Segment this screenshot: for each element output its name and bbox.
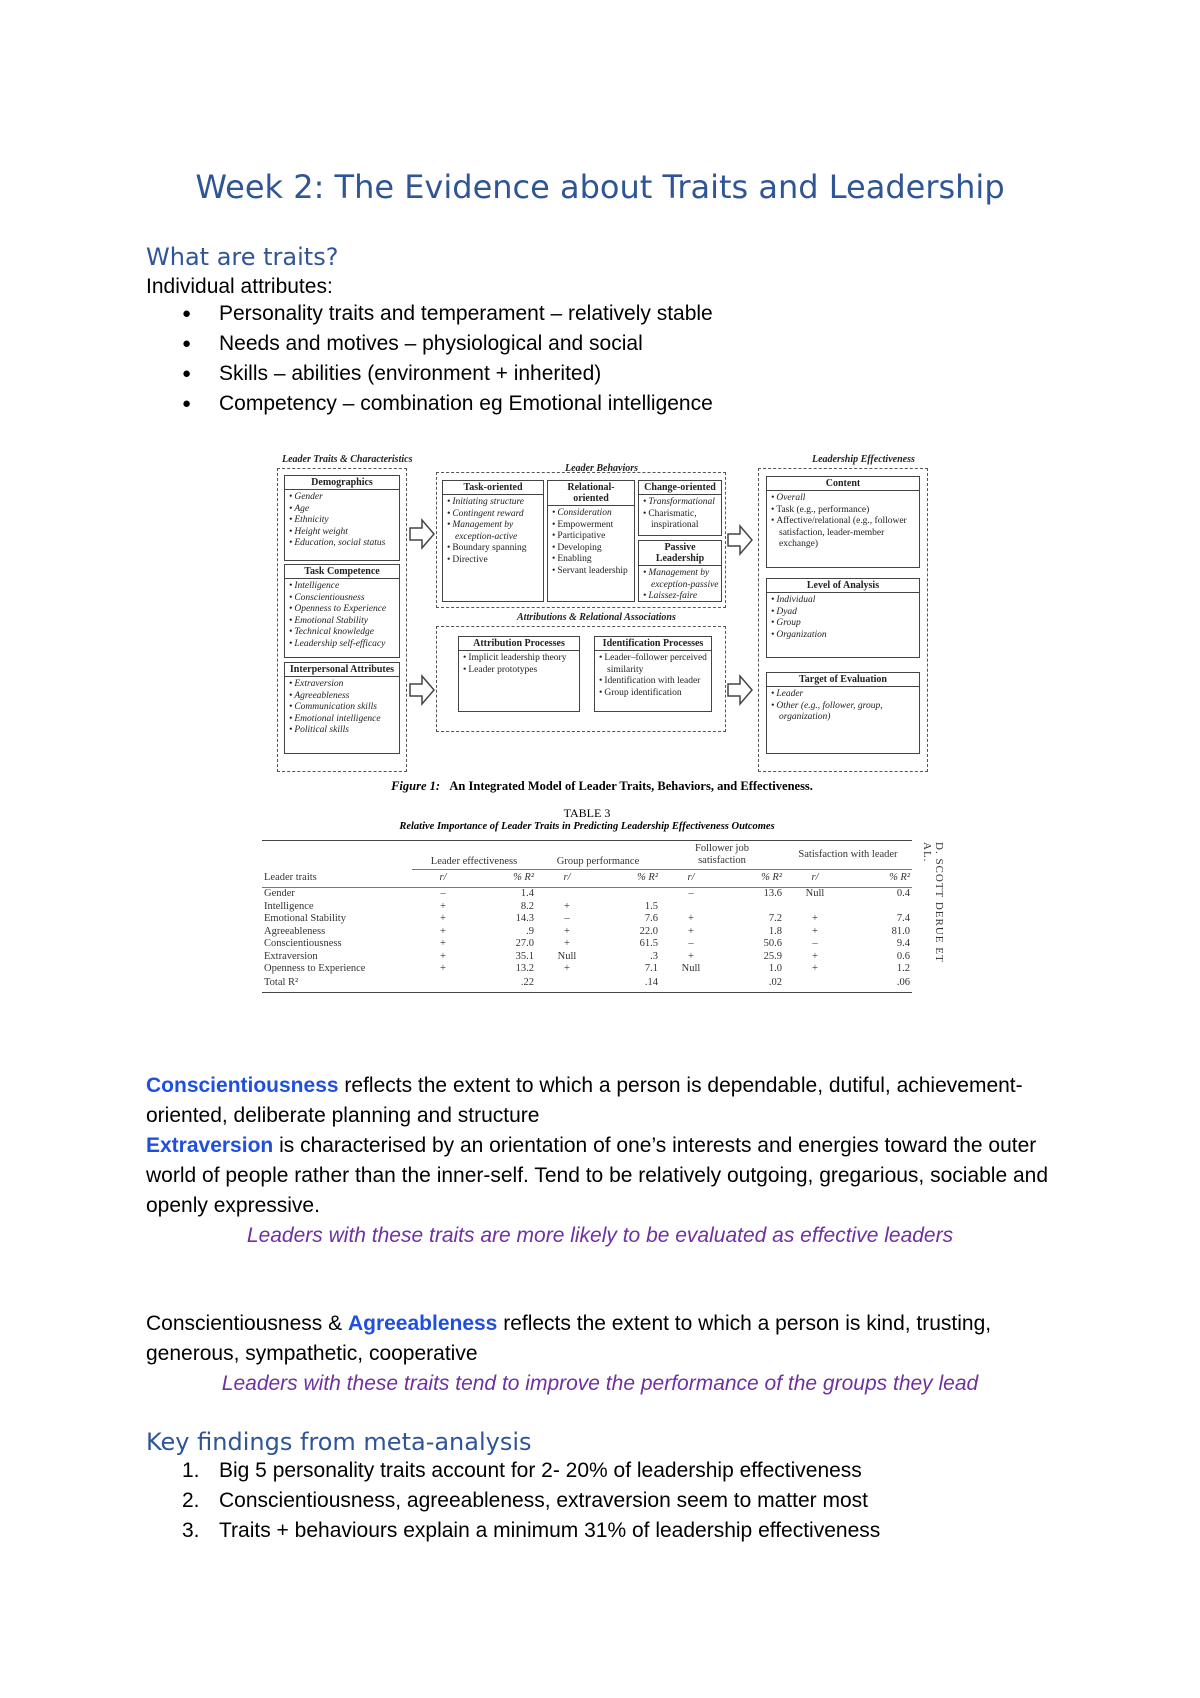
list-item: • Conscientiousness [297,593,399,605]
list-item: • Task (e.g., performance) [779,505,919,517]
table-cell: 1.0 [768,963,782,974]
table-row [262,888,912,901]
heading-key-findings: Key findings from meta-analysis [146,1428,532,1456]
list-item: • Communication skills [297,702,399,714]
table-cell: – [688,938,694,949]
target-of-evaluation-box [766,672,920,754]
table-subheader: r/ [811,872,819,883]
list-item: • Transformational [651,497,721,509]
box-title: Identification Processes [595,637,711,651]
list-item: ● Skills – abilities (environment + inherited) [146,359,713,389]
list-item: • Consideration [560,508,634,520]
box-title: Relational-oriented [548,481,634,506]
demographics-box [284,475,400,561]
keyword: Agreeableness [347,1312,498,1335]
table-cell: + [440,963,446,974]
identification-processes-box [594,636,712,712]
page-title: Week 2: The Evidence about Traits and Leadership [195,168,1005,206]
box-title: Interpersonal Attributes [285,663,399,677]
table-cell-trait: Gender [264,888,295,899]
table-subheader: % R² [889,872,910,883]
list-item: • Servant leadership [560,566,634,578]
box-title: Content [767,477,919,491]
intro-text: Individual attributes: [146,275,333,298]
table-title: Relative Importance of Leader Traits in Predicting Leadership Effectiveness Outcomes [399,821,775,832]
list-item: ● Competency – combination eg Emotional intelligence [146,389,713,419]
list-item: • Dyad [779,607,919,619]
table-cell: 13.2 [515,963,534,974]
paragraph-conscientiousness [146,1071,1066,1131]
list-item: • Management by exception-active [455,520,543,543]
list-item: • Identification with leader [607,676,711,688]
table-cell-trait: Openness to Experience [264,963,366,974]
table-group-header: Follower job satisfaction [660,841,784,869]
table-cell: 25.9 [763,950,782,962]
list-item: • Group [779,618,919,630]
relational-oriented-box [547,480,635,602]
list-text: Conscientiousness, agreeableness, extraversion seem to matter most [219,1489,868,1512]
table-cell: 0.6 [896,950,910,962]
list-text: Big 5 personality traits account for 2- 20% of leadership effectiveness [219,1459,862,1482]
paragraph-text: Conscientiousness & [146,1312,348,1335]
table-total-label: Total R² [264,977,299,989]
figure-col-heading: Attributions & Relational Associations [517,612,676,623]
list-item: • Management by exception-passive [651,568,721,591]
table-cell: 1.4 [520,888,534,899]
list-item: • Enabling [560,554,634,566]
list-number: 3. [182,1519,200,1542]
list-item: • Openness to Experience [297,604,399,616]
box-title: Target of Evaluation [767,673,919,687]
note-effective-leaders: Leaders with these traits are more likely to be evaluated as effective leaders [246,1224,954,1247]
table-cell: Null [805,888,825,899]
table-cell: 50.6 [763,938,782,949]
table-cell: + [564,925,570,937]
list-item: • Education, social status [297,538,399,550]
box-title: Attribution Processes [459,637,579,651]
table-cell: + [812,925,818,937]
list-item: • Emotional Stability [297,616,399,628]
table-cell: 1.2 [896,963,910,974]
table-row [262,963,912,976]
table-cell: – [564,913,570,924]
box-title: Change-oriented [639,481,721,495]
level-of-analysis-box [766,578,920,658]
list-item: • Political skills [297,725,399,737]
table-cell: – [440,888,446,899]
interpersonal-box [284,662,400,754]
passive-leadership-box [638,540,722,602]
table-cell-trait: Intelligence [264,900,314,912]
table-cell: + [564,900,570,912]
table-label: TABLE 3 [563,806,611,820]
list-item: • Contingent reward [455,509,543,521]
arrow-icon [726,522,756,722]
task-oriented-box [442,480,544,602]
table-cell: Null [681,963,701,974]
attribution-processes-box [458,636,580,712]
figure-col-heading: Leader Traits & Characteristics [282,454,413,465]
table-group-header: Satisfaction with leader [784,841,912,869]
list-item [146,1516,880,1546]
table-subheader: r/ [687,872,695,883]
table-cell: 1.8 [768,925,782,937]
table-cell: 1.5 [644,900,658,912]
table-cell: + [688,950,694,962]
table-cell: .9 [526,925,534,937]
paragraph-extraversion [146,1131,1066,1221]
list-item: • Overall [779,493,919,505]
list-item: • Leader–follower perceived similarity [607,653,711,676]
list-item: ● Personality traits and temperament – relatively stable [146,299,713,329]
list-item: • Directive [455,555,543,567]
table-cell: 7.2 [768,913,782,924]
box-title: Task Competence [285,565,399,579]
table-cell: – [812,938,818,949]
table-cell [846,901,912,914]
list-item: • Individual [779,595,919,607]
list-text: Traits + behaviours explain a minimum 31% of leadership effectiveness [219,1519,881,1542]
table-side-label: D. SCOTT DERUE ET AL. [921,842,945,963]
table-cell: 7.1 [644,963,658,974]
figure-col-heading: Leadership Effectiveness [812,454,915,465]
list-item: • Leader [779,689,919,701]
list-item: • Age [297,504,399,516]
table-subheader: % R² [761,872,782,883]
list-number: 1. [182,1459,200,1482]
figure-col-heading: Leader Behaviors [565,463,639,474]
list-item: • Other (e.g., follower, group, organization) [779,701,919,724]
table-cell: 22.0 [639,925,658,937]
list-item: • Initiating structure [455,497,543,509]
list-item: • Participative [560,531,634,543]
paragraph-text: reflects the extent to which a person is kind, trusting, generous, sympathetic, cooperative [146,1312,992,1365]
table-row-header: Leader traits [264,871,317,883]
table-cell: + [440,900,446,912]
table-cell: .02 [768,977,782,989]
list-number: 2. [182,1489,200,1512]
list-item: • Implicit leadership theory [471,653,579,665]
heading-what-are-traits: What are traits? [146,243,339,271]
table-cell: .06 [896,977,910,989]
table-cell: 14.3 [515,913,534,924]
list-item: • Empowerment [560,520,634,532]
leader-traits-model-figure [272,446,932,776]
trait-importance-table [262,840,912,993]
table-cell [784,901,846,914]
table-row [262,913,912,926]
table-cell: .22 [520,977,534,989]
table-subheader: % R² [513,872,534,883]
table-row [262,926,912,939]
table-cell-trait: Agreeableness [264,925,326,937]
table-cell: + [440,950,446,962]
list-item: • Boundary spanning [455,543,543,555]
task-competence-box [284,564,400,658]
list-item: • Organization [779,630,919,642]
table-cell: 8.2 [520,900,534,912]
list-item: • Developing [560,543,634,555]
table-cell: + [564,963,570,974]
table-cell: 81.0 [891,925,910,937]
list-item: • Emotional intelligence [297,714,399,726]
list-item [146,1486,880,1516]
table-group-header: Group performance [536,841,660,869]
table-cell [598,888,660,901]
table-cell: + [440,938,446,949]
table-row [262,901,912,914]
list-item [146,1456,880,1486]
figure-caption-text: An Integrated Model of Leader Traits, Behaviors, and Effectiveness. [449,779,813,793]
table-cell: + [440,925,446,937]
note-group-performance: Leaders with these traits tend to improve the performance of the groups they lead [221,1372,979,1395]
figure-caption-label: Figure 1: [391,779,441,793]
list-item: • Charismatic, inspirational [651,509,721,532]
table-subheader: % R² [637,872,658,883]
list-item: • Height weight [297,527,399,539]
box-title: Level of Analysis [767,579,919,593]
paragraph-agreeableness [146,1309,1066,1369]
table-row [262,951,912,964]
table-cell: 7.4 [896,913,910,924]
table-cell: 13.6 [763,888,782,899]
table-cell: .14 [644,977,658,989]
table-subheader: r/ [439,872,447,883]
arrow-icon [408,516,438,716]
list-item: • Laissez-faire [651,591,721,603]
change-oriented-box [638,480,722,536]
table-cell: 35.1 [515,950,534,962]
table-cell: 9.4 [896,938,910,949]
table-group-header: Leader effectiveness [412,841,536,869]
table-cell [660,901,722,914]
list-item: • Agreeableness [297,691,399,703]
table-cell: 61.5 [639,938,658,949]
table-cell: 7.6 [644,913,658,924]
table-cell [722,901,784,914]
table-cell: 27.0 [515,938,534,949]
table-cell: + [688,925,694,937]
table-cell: + [812,950,818,962]
paragraph-text: is characterised by an orientation of one’s interests and energies toward the outer world of people rather than the inner-self. Tend to be relatively outgoing, gregarious, sociable and openly expressive. [146,1134,1049,1217]
list-item: • Extraversion [297,679,399,691]
list-item: • Technical knowledge [297,627,399,639]
table-subheader: r/ [563,872,571,883]
table-cell: .3 [650,950,658,962]
content-box [766,476,920,568]
list-item: ● Needs and motives – physiological and social [146,329,713,359]
table-cell: + [440,913,446,924]
list-item: • Gender [297,492,399,504]
figure-caption [272,779,932,794]
list-item: • Intelligence [297,581,399,593]
list-item: • Affective/relational (e.g., follower satisfaction, leader-member exchange) [779,516,919,551]
table-row [262,938,912,951]
list-item: • Ethnicity [297,515,399,527]
list-item: • Group identification [607,688,711,700]
table-cell: Null [557,950,577,962]
box-title: Demographics [285,476,399,490]
table-cell: + [812,963,818,974]
keyword: Extraversion [146,1134,274,1157]
box-title: Passive Leadership [639,541,721,566]
table-cell: + [688,913,694,924]
traits-bullet-list [146,299,713,419]
table-cell: 0.4 [896,888,910,899]
table-cell [536,888,598,901]
table-cell-trait: Conscientiousness [264,938,342,949]
box-title: Task-oriented [443,481,543,495]
findings-list [146,1456,880,1546]
paragraph-text: reflects the extent to which a person is dependable, dutiful, achievement-oriented, deliberate planning and structure [146,1074,1023,1127]
keyword: Conscientiousness [146,1074,339,1097]
table-cell: – [688,888,694,899]
table-cell-trait: Extraversion [264,950,318,962]
list-item: • Leader prototypes [471,665,579,677]
table-cell-trait: Emotional Stability [264,913,346,924]
table-cell: + [812,913,818,924]
table-cell: + [564,938,570,949]
list-item: • Leadership self-efficacy [297,639,399,651]
